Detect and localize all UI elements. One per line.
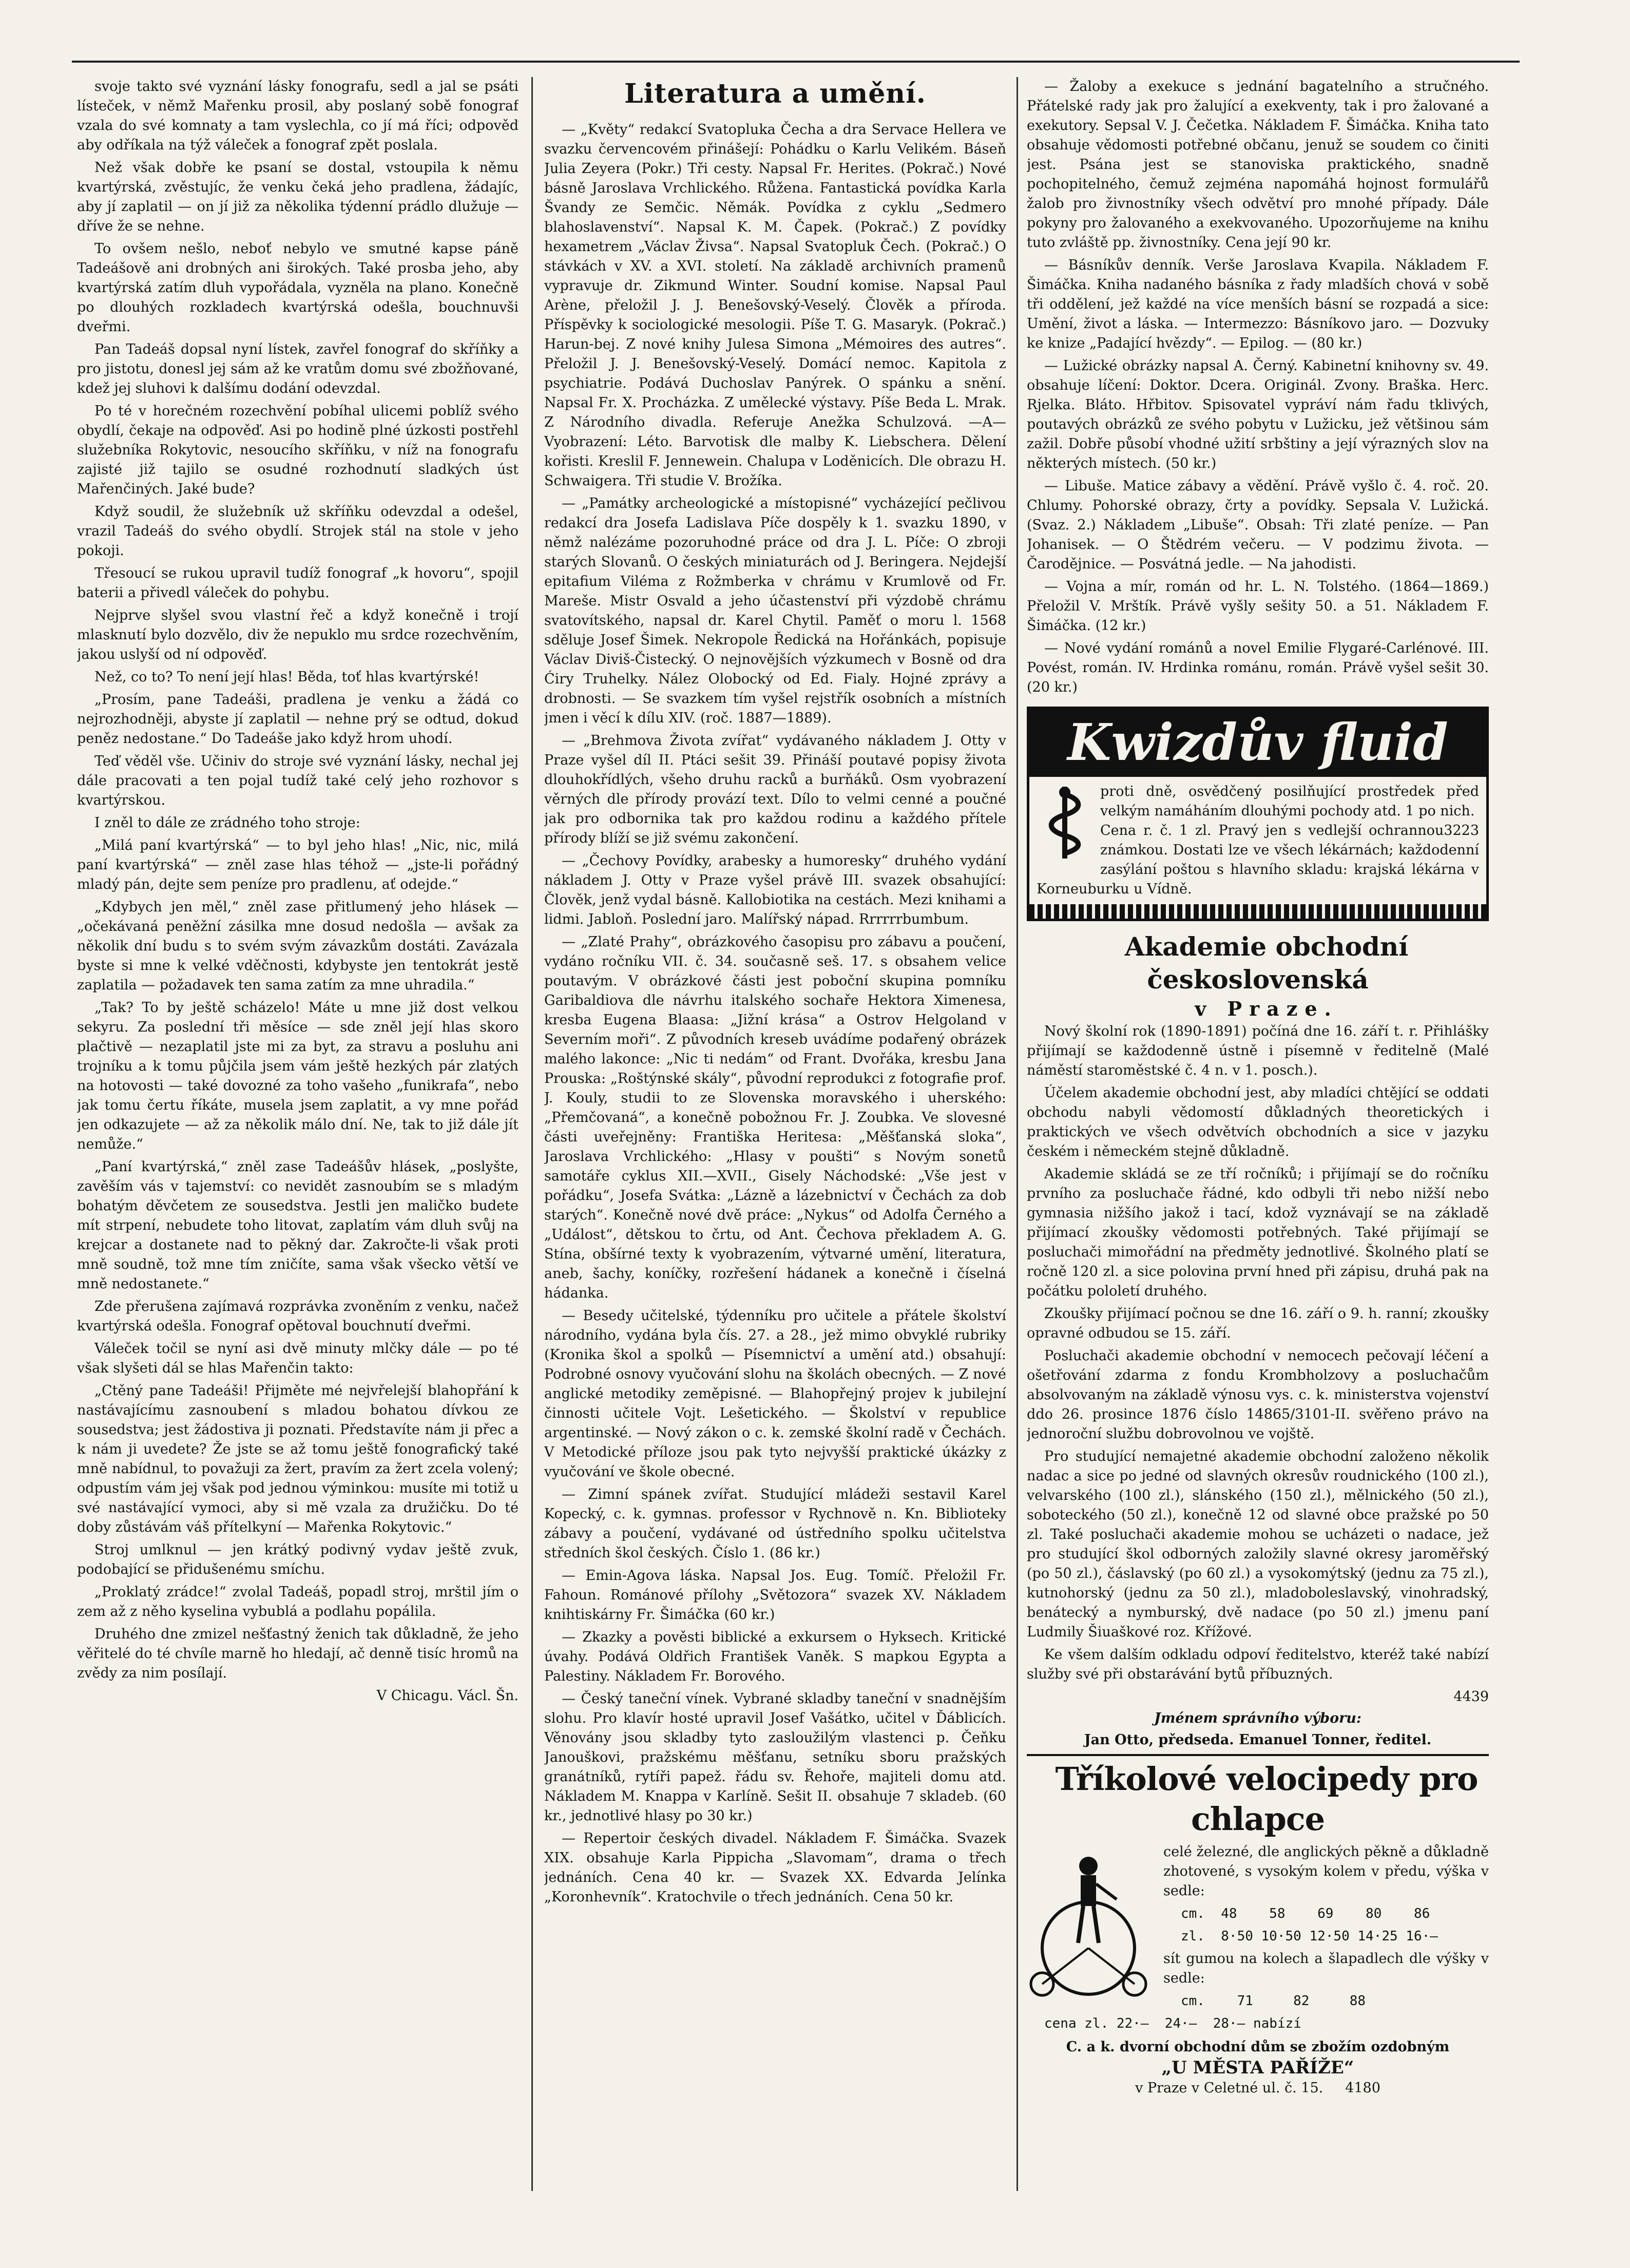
story-paragraph: Váleček točil se nyní asi dvě minuty mlčky dále — po té však slyšeti dál se hlas Mařenčin takto: [77,1341,519,1376]
story-paragraph: Stroj umlknul — jen krátký podivný vydav ještě zvuk, podobající se přidušenému smíchu. [77,1542,519,1577]
review-paragraph: — Vojna a mír, román od hr. L. N. Tolstého. (1864—1869.) Přeložil V. Mrštík. Právě vyšly sešity 50. a 51. Nákladem F. Šimáčka. (12 kr.) [1027,579,1489,634]
academy-paragraphs [1027,1022,1489,1684]
snake-staff-icon [1037,784,1093,861]
kwizda-title: Kwizdův fluid [1029,709,1486,777]
column-ads [1027,77,1489,2191]
price-row: cena zl. 22·— 24·— 28·— nabízí [1044,2016,1301,2031]
story-paragraph: Teď věděl vše. Učiniv do stroje své vyznání lásky, nechal jej dále pracovati a ten pojal tudíž také celý jeho rozhovor s kvartýrskou. [77,753,519,808]
shop-address: v Praze v Celetné ul. č. 15. 4180 [1135,2080,1380,2096]
story-paragraph: „Kdybych jen měl,“ zněl zase přitlumený jeho hlásek — „očekávaná peněžní zásilka mne dosud nedošla — avšak za několik dní budu s to svém svým závazkům dostáti. Zavázala byste si mne k velké vděčnosti, kdybyste jen tentokrát jestě zaplatila — požadavek ten sama zatím za mne uhradila.“ [77,899,519,993]
story-paragraph: Druhého dne zmizel nešťastný ženich tak důkladně, že jeho věřitelé do té chvíle marně ho hledají, ač denně tisíc hromů na zvědy za nim posílají. [77,1626,519,1681]
review-paragraph: — Emin-Agova láska. Napsal Jos. Eug. Tomíč. Přeložil Fr. Fahoun. Románové přílohy „Světozora“ svazek XV. Nákladem knihtiskárny Fr. Šimáčka (60 kr.) [544,1568,1006,1623]
ad-number: 3223 [1444,823,1479,838]
column-divider [531,77,533,2191]
price-row: zl. 8·50 10·50 12·50 14·25 16·— [1181,1929,1438,1944]
review-paragraph: — Básníkův denník. Verše Jaroslava Kvapila. Nákladem F. Šimáčka. Kniha nadaného básníka z řady mladších chová v sobě tři oddělení, jež každé na více menších básní se rozpadá a sice: Umění, život a láska. — Intermezzo: Básníkovo jaro. — Dozvuky ke knize „Padající hvězdy“. — Epilog. — (80 kr.) [1027,257,1489,351]
story-paragraph: Pan Tadeáš dopsal nyní lístek, zavřel fonograf do skříňky a pro jistotu, donesl jej sám až ke vratům domu své zbožňované, kdež jej sluhovi k dalšímu dodání odevzdal. [77,341,519,396]
story-paragraph: svoje takto své vyznání lásky fonografu, sedl a jal se psáti lísteček, v němž Mařenku prosil, aby poslaný sobě fonograf vzala do své komnaty a tam vyslechla, co jí má říci; odpověď aby odříkala na týž váleček a fonograf zpět poslala. [77,79,519,153]
tricycle-text: celé železné, dle anglických pěkně a důkladně zhotovené, s vysokým kolem v předu, výška v sedle: [1163,1844,1489,1899]
kwizda-advertisement [1027,707,1489,921]
academy-paragraph: Akademie skládá se ze tří ročníků; i přijímají se do ročníku prvního za posluchače řádné, kdo odbyli tři nebo nižší nebo gymnasia nižšího jakož i tací, kdož vyznávají se na základě přijímací zkoušky vědomosti potřebných. Také přijímají se posluchači mimořádní na předměty jednotlivé. Školného platí se ročně 120 zl. a sice polovina první hned při zápisu, druhá pak na počátku pololetí druhého. [1027,1166,1489,1299]
literature-paragraphs [544,120,1006,1907]
academy-paragraph: Pro studující nemajetné akademie obchodní založeno několik nadac a sice po jedné od slavných okresův roudnického (100 zl.), velvarského (100 zl.), slánského (150 zl.), mělnického (50 zl.), soboteckého (50 zl.), konečně 12 od slavné obce pražské po 50 zl. Také posluchači akademie mohou se ucházeti o nadace, jež pro studující škol odborných založily slavné okresy jaroměřský (po 50 zl.), čáslavský (po 60 zl.) a vysokomýtský (jednu za 75 zl.), kutnohorský (jednu za 50 zl.), mladoboleslavský, vinohradský, benátecký a nymburský, dvě nadace (po 50 zl.) jmenu paní Ludmily Šiuaškové roz. Křížové. [1027,1449,1489,1640]
story-paragraph: „Paní kvartýrská,“ zněl zase Tadeášův hlásek, „poslyšte, zavěším vás v tajemství: co nevidět zasnoubím se s mladým bohatým děvčetem ze sousedstva. Jestli jen maličko budete mít strpení, nebudete toho litovat, zaplatím vám dluh svůj na krejcar a dostanete nad to pěkný dar. Zakročte-li však proti mně soudně, tož mne tím zničíte, sama však všecko větší ve mně nedostanete.“ [77,1159,519,1292]
tricycle-text-2: sít gumou na kolech a šlapadlech dle výšky v sedle: [1163,1951,1489,1986]
story-paragraph: Zde přerušena zajímavá rozprávka zvoněním z venku, načež kvartýrská odešla. Fonograf opětoval bouchnutí dveřmi. [77,1299,519,1334]
review-paragraph: — Zkazky a pověsti biblické a exkursem o Hyksech. Kritické úvahy. Podává Oldřich František Vaněk. S mapkou Egypta a Palestiny. Nákladem Fr. Borového. [544,1629,1006,1684]
top-rule [72,61,1520,63]
review-paragraph: — Zimní spánek zvířat. Studující mládeži sestavil Karel Kopecký, c. k. gymnas. professor v Rychnově n. Kn. Biblioteky zábavy a poučení, vydávané od ústředního spolku učitelstva středních škol českých. Číslo 1. (86 kr.) [544,1486,1006,1561]
column-story [77,77,519,2191]
review-paragraph: — „Zlaté Prahy“, obrázkového časopisu pro zábavu a poučení, vydáno ročníku VII. č. 34. současně seš. 17. s obsahem velice poutavým. V obrázkové části jest poboční skupina pomníku Garibaldiova dle návrhu italského sochaře Hektora Ximenesa, kresba Eugena Blaasa: „Jižní krása“ a Ostrov Helgoland v Severním moři“. Z původních kreseb uvádíme podařený obrázek malého lakonce: „Nic ti nedám“ od Frant. Dvořáka, kresbu Jana Prouska: „Roštýnské skály“, původní reprodukci z fotografie prof. J. Kouly, studii to ze Slovenska moravského i uherského: „Přemčovaná“, a konečně pobožnou Fr. J. Zoubka. Ve slovesné části uveřejněny: Františka Heritesa: „Měšťanská sloka“, Jaroslava Vrchlického: „Hlasy v poušti“ s Novým sonetů samotáře cyklus XII.—XVII., Gisely Náchodské: „Vše jest v pořádku“, Josefa Svátka: „Lázně a lázebnictví v Čechách za dob starých“. Konečně nové dvě práce: „Nykus“ od Adolfa Černého a „Událost“, dětskou to črtu, od Ant. Čechova překladem A. G. Stína, obšírné texty k vyobrazením, výtvarné umění, literatura, aneb, šachy, koníčky, rozřešení hádanek a konečně i číselná hádanka. [544,934,1006,1301]
story-paragraph: „Milá paní kvartýrská“ — to byl jeho hlas! „Nic, nic, milá paní kvartýrská“ — zněl zase hlas téhož — „jste-li pořádný mladý pán, dejte sem peníze pro pradlenu, ať odejde.“ [77,837,519,892]
story-paragraphs [77,77,519,1683]
review-paragraph: — Besedy učitelské, týdenníku pro učitele a přátele školství národního, vydána byla čís. 27. a 28., jež mimo obvyklé rubriky (Kronika škol a spolků — Písemnictví a umění atd.) obsahují: Podrobné osnovy vyučování slohu na školách obecných. — Z nové anglické metodiky zeměpisné. — Blahopřejný projev k jubilejní činnosti učitele Vojt. Lešetického. — Školství v republice argentinské. — Nový zákon o c. k. zemské školní radě v Čechách. V Metodické příloze jsou pak tyto nejvyšší praktické úkázky z vyučování ve škole obecné. [544,1308,1006,1480]
story-paragraph: Než, co to? To není její hlas! Běda, toť hlas kvartýrské! [94,669,480,685]
review-paragraph: — Nové vydání románů a novel Emilie Flygaré-Carlénové. III. Povést, román. IV. Hrdinka románu, román. Právě vyšel sešit 30. (20 kr.) [1027,640,1489,695]
review-paragraph: — Žaloby a exekuce s jednání bagatelního a stručného. Přátelské rady jak pro žalující a exekventy, tak i pro žalované a exekutory. Sepsal V. J. Čečetka. Nákladem F. Šimáčka. Kniha tato obsahuje vědomosti potřebné občanu, jenuž se soudem co činiti jest. Psána jest se stanoviska praktického, snadně pochopitelného, čemuž zejména napomáhá hojnost formulářů žalob pro živnostníky všech odvětví pro mnohé případy. Dále pokyny pro žalovaného a exekvovaného. Upozorňujeme na knihu tuto zvláště pp. živnostníky. Cena její 90 kr. [1027,79,1489,251]
academy-advertisement [1027,930,1489,1750]
price-row: cm. 71 82 88 [1181,1993,1366,2009]
review-paragraph: — Libuše. Matice zábavy a vědění. Právě vyšlo č. 4. roč. 20. Chlumy. Pohorské obrazy, črty a povídky. Sepsala V. Lužická. (Svaz. 2.) Nákladem „Libuše“. Obsah: Tři zlaté peníze. — Pan Johanisek. — O Štědrém večeru. — V podzimu života. — Čarodějnice. — Posvátná jedle. — Na jahodisti. [1027,478,1489,572]
academy-signatures: Jan Otto, předseda. Emanuel Tonner, ředitel. [1084,1732,1432,1748]
kwizda-text: proti dně, osvědčený posilňující prostředek před velkým namáháním dlouhými pochody atd. 1 po nich. 3223 [1037,782,1479,821]
review-paragraph: — „Památky archeologické a místopisné“ vycházející pečlivou redakcí dra Josefa Ladislava Píče dospěly k 1. svazku 1890, v němž nalézáme pozoruhodné práce od dra J. L. Píče: O zbroji starých Slovanů. O českých miniaturách od J. Beringera. Nejdejší epitafium Viléma z Rožmberka v chrámu v Krumlově od Fr. Mareše. Mistr Osvald a jeho účastenství při výzdobě chrámu svatovítského, napsal dr. Karel Chytil. Paměť o moru l. 1568 sděluje Josef Šimek. Nekropole Ředická na Hořánkách, popisuje Václav Diviš-Čistecký. O nejnovějších výzkumech v Bosně od dra Ćiry Truhelky. Nález Olobocký od Ed. Fialy. Hojné zprávy a drobnosti. — Se svazkem tím vyšel rejstřík osobních a místních jmen i věcí k dílu XIV. (roč. 1887—1889). [544,495,1006,726]
academy-title: Akademie obchodní československá [1124,931,1409,995]
story-paragraph: Když soudil, že služebník už skříňku odevzdal a odešel, vrazil Tadeáš do svého obydlí. Strojek stál na stole v jeho pokoji. [77,504,519,559]
ad-number: 4439 [1453,1689,1489,1705]
velocipede-rider-icon [1027,1845,1155,1999]
price-row: cm. 48 58 69 80 86 [1181,1906,1430,1921]
story-paragraph: „Tak? To by ještě scházelo! Máte u mne již dost velkou sekyru. Za poslední tři měsíce — sde zněl její hlas skoro plačtivě — nezaplatil jste mi za byt, za stravu a posluhu ani trojníku a k tomu půjčila jsem vám ještě hezkých pár zlatých na hotovosti — také dovozné za toho vašeho „funikrafa“, nebo jak tomu čertu říkáte, musela jsem zaplatit, a vy mne pořád jen odkazujete — až za několik málo dní. Ne, tak to již dále jít nemůže.“ [77,1000,519,1152]
reviews-paragraphs [1027,77,1489,697]
column-literature [544,77,1006,2191]
story-paragraph: „Ctěný pane Tadeáši! Přijměte mé nejvřelejší blahopřání k nastávajícímu zasnoubení s mladou bohatou dívkou ze sousedstva; jest žádostiva ji poznati. Představíte nám ji přec a k nám ji uvedete? Že jste se až tomu ještě fonografický také mně nabídnul, to považuji za žert, pravím za žert zcela volený; odpustím vám jej však pod jednou výminkou: musíte mi totiž u své nastávající vymoci, aby si mě vzala za družičku. Do té doby zůstávám váš přítelkyní — Mařenka Rokytovic.“ [77,1383,519,1535]
academy-board: Jménem správního výboru: [1154,1710,1361,1726]
ad-number: 4180 [1345,2080,1380,2096]
review-paragraph: — „Čechovy Povídky, arabesky a humoresky“ druhého vydání nákladem J. Otty v Praze vyšel právě III. svazek obsahující: Člověk, jenž vydal básně. Kallobiotika na cestách. Mezi knihami a lidmi. Jabloň. Poslední jaro. Malířský nápad. Rrrrrrbumbum. [544,853,1006,927]
shop-name: „U MĚSTA PAŘÍŽE“ [1161,2057,1354,2078]
tricycle-title: Tříkolové velocipedy pro chlapce [1055,1760,1478,1838]
academy-paragraph: Účelem akademie obchodní jest, aby mladíci chtějící se oddati obchodu nabyli vědomostí důkladných theoretických i praktických ve všech odvětvích obchodních a sice v jazyku českém i německém stejně důkladně. [1027,1085,1489,1159]
review-paragraph: — Lužické obrázky napsal A. Černý. Kabinetní knihovny sv. 49. obsahuje líčení: Doktor. Dcera. Originál. Zvony. Braška. Herc. Rjelka. Bláto. Hřbitov. Spisovatel vypráví nám řadu tklivých, poutavých obrázků ze svého pobytu v Lužicku, jež většinou sám zažil. Dobře působí vhodné užití srbštiny a její výrazných slov na některých místech. (50 kr.) [1027,358,1489,471]
story-paragraph: Než však dobře ke psaní se dostal, vstoupila k němu kvartýrská, zvěstujíc, že venku čeká jeho pradlena, žádajíc, aby jí zaplatil — on jí již za několika týdenní prádlo dlužuje — dříve že se nehne. [77,160,519,234]
section-heading: Literatura a umění. [624,78,926,109]
story-paragraph: I zněl to dále ze zrádného toho stroje: [94,815,360,831]
tricycle-advertisement [1027,1754,1489,2098]
academy-paragraph: Ke všem dalším odkladu odpoví ředitelstvo, kteréž také nabízí služby své při obstarávání bytů příbuzných. [1027,1647,1489,1682]
academy-paragraph: Posluchači akademie obchodní v nemocech pečovají léčení a ošetřování zdarma z fondu Krombholzovy a posluchačům absolvovaným na základě výnosu vys. c. k. ministerstva vojenství ddo 26. prosince 1876 číslo 14865/3101-II. svěřeno právo na jednoroční službu dobrovolnou ve vojště. [1027,1348,1489,1442]
academy-paragraph: Zkoušky přijímací počnou se dne 16. září o 9. h. ranní; zkoušky opravné odbudou se 15. září. [1027,1306,1489,1341]
academy-paragraph: Nový školní rok (1890-1891) počíná dne 16. září t. r. Přihlášky přijímají se každodenně ústně i písemně v ředitelně (Malé náměstí staroměstské č. 4 n. v 1. posch.). [1027,1023,1489,1078]
review-paragraph: — „Květy“ redakcí Svatopluka Čecha a dra Servace Hellera ve svazku červencovém přinášejí: Pohádku o Karlu Velikém. Báseň Julia Zeyera (Pokr.) Tři cesty. Napsal Fr. Herites. (Pokrač.) Nové básně Jaroslava Vrchlického. Růžena. Fantastická povídka Karla Švandy ze Semčic. Němák. Povídka z cyklu „Sedmero blahoslavenství“. Napsal K. M. Čapek. (Pokrač.) Z povídky hexametrem „Václav Živsa“. Napsal Svatopluk Čech. (Pokrač.) O stávkách v XV. a XVI. století. Na základě archivních pramenů vypravuje dr. Zikmund Winter. Soudní komise. Napsal Paul Arène, přeložil J. J. Benešovský-Veselý. Člověk a příroda. Příspěvky k sociologické mesologii. Píše T. G. Masaryk. (Pokrač.) Harun-bej. Z nové knihy Julesa Simona „Mémoires des autres“. Přeložil J. J. Benešovský-Veselý. Domácí nemoc. Kapitola z psychiatrie. Podává Duchoslav Panýrek. O spánku a snění. Napsal Fr. X. Procházka. Z umělecké výstavy. Píše Beda L. Mrak. Z Národního divadla. Referuje Anežka Schulzová. —A— Vyobrazení: Léto. Barvotisk dle malby K. Liebschera. Dělení kořisti. Kreslil F. Jennewein. Chalupa v Loděnicích. Dle obrazu H. Schwaigera. Tři studie V. Brožíka. [544,122,1006,489]
column-divider [1017,77,1018,2191]
story-signature: V Chicagu. Václ. Šn. [376,1688,519,1704]
review-paragraph: — Český taneční vínek. Vybrané skladby taneční v snadnějším slohu. Pro klavír hosté upravil Josef Vašátko, učitel v Ďáblicích. Věnovány jsou skladby tyto zasloužilým vlastenci p. Čeňku Janouškovi, pražskému měšťanu, setníku sboru pražských granátníků, rytíři papež. řádu sv. Řehoře, majiteli domu atd. Nákladem M. Knappa v Karlíně. Sešit II. obsahuje 7 skladeb. (60 kr., jednotlivé hlasy po 30 kr.) [544,1691,1006,1824]
story-paragraph: „Prosím, pane Tadeáši, pradlena je venku a žádá co nejrozhodněji, abyste jí zaplatil — nehne prý se odtud, dokud peněz nedostane.“ Do Tadeáše jako když hrom uhodí. [77,692,519,747]
decorative-strip [1029,904,1486,919]
review-paragraph: — Repertoir českých divadel. Nákladem F. Šimáčka. Svazek XIX. obsahuje Karla Pippicha „Slavomam“, drama o třech jednáních. Cena 40 kr. — Svazek XX. Edvarda Jelínka „Koronhevník“. Kratochvile o třech jednáních. Cena 50 kr. [544,1831,1006,1905]
academy-subtitle: v Praze. [1195,997,1338,1020]
story-paragraph: Po té v horečném rozechvění pobíhal ulicemi poblíž svého obydlí, čekaje na odpověď. Asi po hodině plné úzkosti postřehl služebníka Rokytovic, nesoucího skříňku, v níž na fonografu zajisté již tajilo se osudné rozhodnutí sladkých úst Mařenčiných. Jaké bude? [77,403,519,497]
story-paragraph: „Proklatý zrádce!“ zvolal Tadeáš, popadl stroj, mrštil jím o zem až z něho kyselina vybublá a podlahu popálila. [77,1584,519,1619]
shop-description: C. a k. dvorní obchodní dům se zbožím ozdobným [1066,2039,1450,2055]
kwizda-text-2: Cena r. č. 1 zl. Pravý jen s vedlejší ochrannou známkou. Dostati lze ve všech lékárnách; každodenní zasýlání poštou s hlavního skladu: krajská lékárna v Korneuburku u Vídně. [1037,823,1479,897]
story-paragraph: Nejprve slyšel svou vlastní řeč a když konečně i trojí mlasknutí bylo dozvělo, div že nepuklo mu srdce rozechvěním, jakou uslyší od ní odpověď. [77,607,519,662]
story-paragraph: To ovšem nešlo, neboť nebylo ve smutné kapse páně Tadeášově ani drobných ani širokých. Také prosba jeho, aby kvartýrská zatím dluh vypořádala, vyzněla na plano. Konečně po dlouhých rozkladech kvartýrská odešla, bouchnuvši dveřmi. [77,241,519,335]
review-paragraph: — „Brehmova Života zvířat“ vydávaného nákladem J. Otty v Praze vyšel díl II. Ptáci sešit 39. Přináší poutavé popisy života dlouhokřídlých, všeho druhu racků a burňáků. Osm vyobrazení věrných dle přírody provází text. Dílo to velmi cenné a poučné jak pro odbornika tak pro každou rodinu a každého přítele přírody blíží se již svému zakončení. [544,733,1006,846]
story-paragraph: Třesoucí se rukou upravil tudíž fonograf „k hovoru“, spojil baterii a přivedl váleček do pohybu. [77,565,519,601]
